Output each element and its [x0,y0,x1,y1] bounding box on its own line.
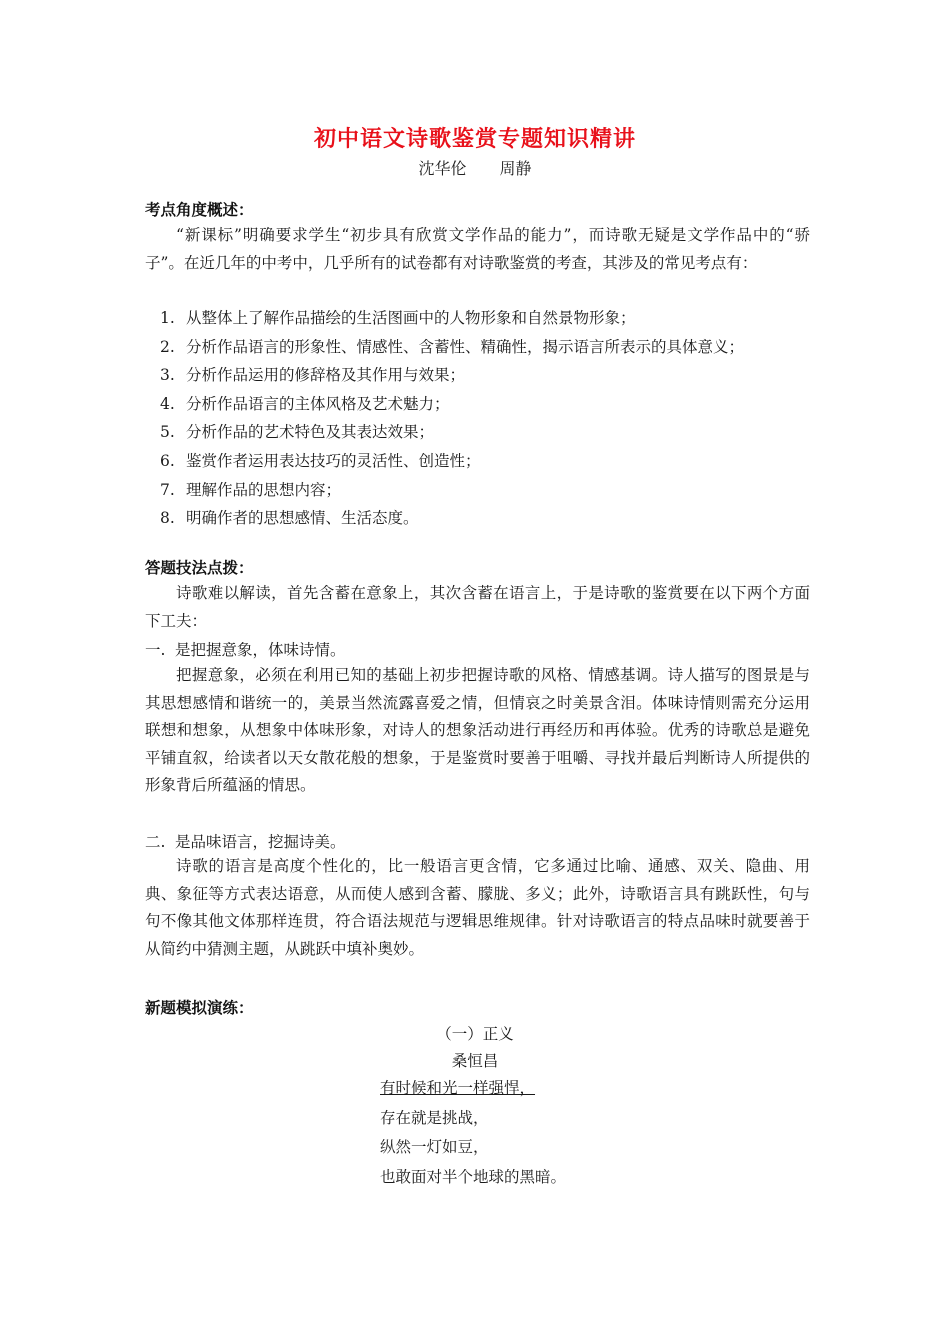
list-item: 6. 鉴赏作者运用表达技巧的灵活性、创造性； [160,451,481,470]
subsection-title-language: 二. 是品味语言，挖掘诗美。 [145,833,346,851]
imagery-paragraph: 把握意象，必须在利用已知的基础上初步把握诗歌的风格、情感基调。诗人描写的图景是与其思想感情和谐统一的，美景当然流露喜爱之情，但情哀之时美景含泪。体味诗情则需充分运用联想和想象，从想象中体味形象，对诗人的想象活动进行再经历和再体验。优秀的诗歌总是避免平铺直叙，给读者以天女散花般的想象，于是鉴赏时要善于咀嚼、寻找并最后判断诗人所提供的形象背后所蕴涵的情思。 [145,666,810,794]
language-paragraph: 诗歌的语言是高度个性化的，比一般语言更含情，它多通过比喻、通感、双关、隐曲、用典、象征等方式表达语意，从而使人感到含蓄、朦胧、多义；此外，诗歌语言具有跳跃性，句与句不像其他文体那样连贯，符合语法规范与逻辑思维规律。针对诗歌语言的特点品味时就要善于从简约中猜测主题，从跳跃中填补奥妙。 [145,857,810,958]
list-item: 4. 分析作品语言的主体风格及艺术魅力； [160,394,450,413]
poem-line: 有时候和光一样强悍， [380,1079,536,1097]
poem-line: 也敢面对半个地球的黑暗。 [380,1167,567,1186]
document-title: 初中语文诗歌鉴赏专题知识精讲 [313,126,636,152]
section-heading-techniques: 答题技法点拨： [145,558,254,577]
subsection-title-imagery: 一. 是把握意象，体味诗情。 [145,641,346,659]
list-item: 7. 理解作品的思想内容； [160,480,342,499]
author-name: 周静 [499,159,532,178]
section-heading-exam-points: 考点角度概述： [145,200,254,219]
techniques-intro-paragraph: 诗歌难以解读，首先含蓄在意象上，其次含蓄在语言上，于是诗歌的鉴赏要在以下两个方面下工夫： [145,584,810,630]
poem-title: （一）正义 [436,1025,514,1043]
poem-author: 桑恒昌 [451,1052,499,1070]
list-item: 3. 分析作品运用的修辞格及其作用与效果； [160,366,466,385]
list-item: 8. 明确作者的思想感情、生活态度。 [160,509,419,528]
list-item: 1. 从整体上了解作品描绘的生活图画中的人物形象和自然景物形象； [160,309,636,327]
poem-body [380,1074,566,1192]
exam-points-list [160,304,744,533]
author-name: 沈华伦 [418,159,467,178]
poem-line: 存在就是挑战， [380,1108,489,1127]
poem-line: 纵然一灯如豆， [380,1138,489,1156]
list-item: 5. 分析作品的艺术特色及其表达效果； [160,423,435,442]
section-intro-paragraph: “新课标”明确要求学生“初步具有欣赏文学作品的能力”，而诗歌无疑是文学作品中的“骄子”。在近几年的中考中，几乎所有的试卷都有对诗歌鉴赏的考查，其涉及的常见考点有： [145,226,810,272]
author-line [0,156,950,179]
section-heading-practice: 新题模拟演练： [145,998,254,1017]
list-item: 2. 分析作品语言的形象性、情感性、含蓄性、精确性，揭示语言所表示的具体意义； [160,337,745,356]
